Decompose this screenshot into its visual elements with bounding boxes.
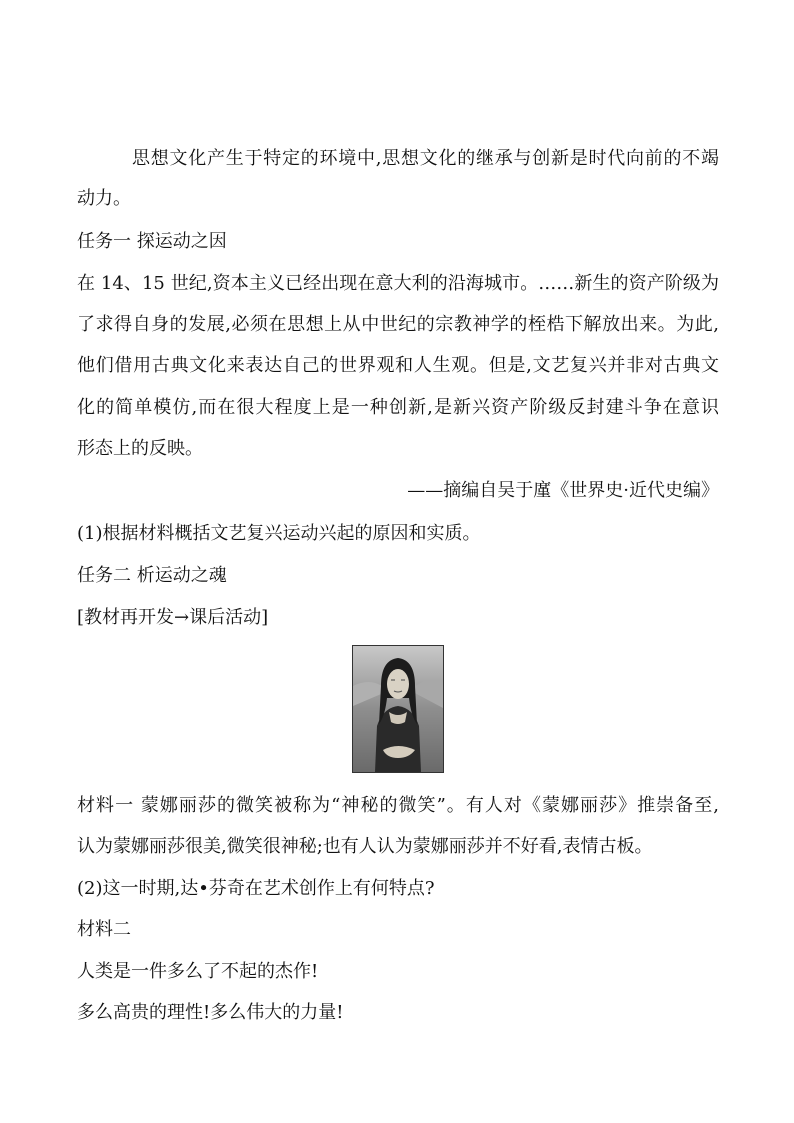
material1-line-2: 认为蒙娜丽莎很美,微笑很神秘;也有人认为蒙娜丽莎并不好看,表情古板。 (77, 836, 653, 857)
task1-title: 任务一 探运动之因 (77, 231, 227, 252)
task2-title: 任务二 析运动之魂 (77, 565, 227, 586)
task1-question: (1)根据材料概括文艺复兴运动兴起的原因和实质。 (77, 523, 481, 544)
task2-question: (2)这一时期,达•芬奇在艺术创作上有何特点? (77, 878, 435, 899)
task2-bracket-note: [教材再开发→课后活动] (77, 607, 269, 628)
material1-line-1: 材料一 蒙娜丽莎的微笑被称为“神秘的微笑”。有人对《蒙娜丽莎》推崇备至, (77, 795, 719, 816)
task1-material-line-2: 了求得自身的发展,必须在思想上从中世纪的宗教神学的桎梏下解放出来。为此, (77, 314, 719, 335)
material2-label: 材料二 (77, 919, 131, 940)
intro-line-2: 动力。 (77, 188, 131, 209)
task1-material-line-4: 化的简单模仿,而在很大程度上是一种创新,是新兴资产阶级反封建斗争在意识 (77, 397, 719, 418)
task1-material-line-1: 在 14、15 世纪,资本主义已经出现在意大利的沿海城市。……新生的资产阶级为 (77, 273, 719, 294)
portrait-painting-icon (352, 645, 444, 773)
intro-line-1: 思想文化产生于特定的环境中,思想文化的继承与创新是时代向前的不竭 (132, 148, 719, 169)
material2-line-1: 人类是一件多么了不起的杰作! (77, 961, 319, 982)
material2-line-2: 多么高贵的理性!多么伟大的力量! (77, 1002, 344, 1023)
task1-source: ——摘编自吴于廑《世界史·近代史编》 (407, 480, 719, 501)
task1-material-line-5: 形态上的反映。 (77, 438, 203, 459)
task1-material-line-3: 他们借用古典文化来表达自己的世界观和人生观。但是,文艺复兴并非对古典文 (77, 355, 719, 376)
